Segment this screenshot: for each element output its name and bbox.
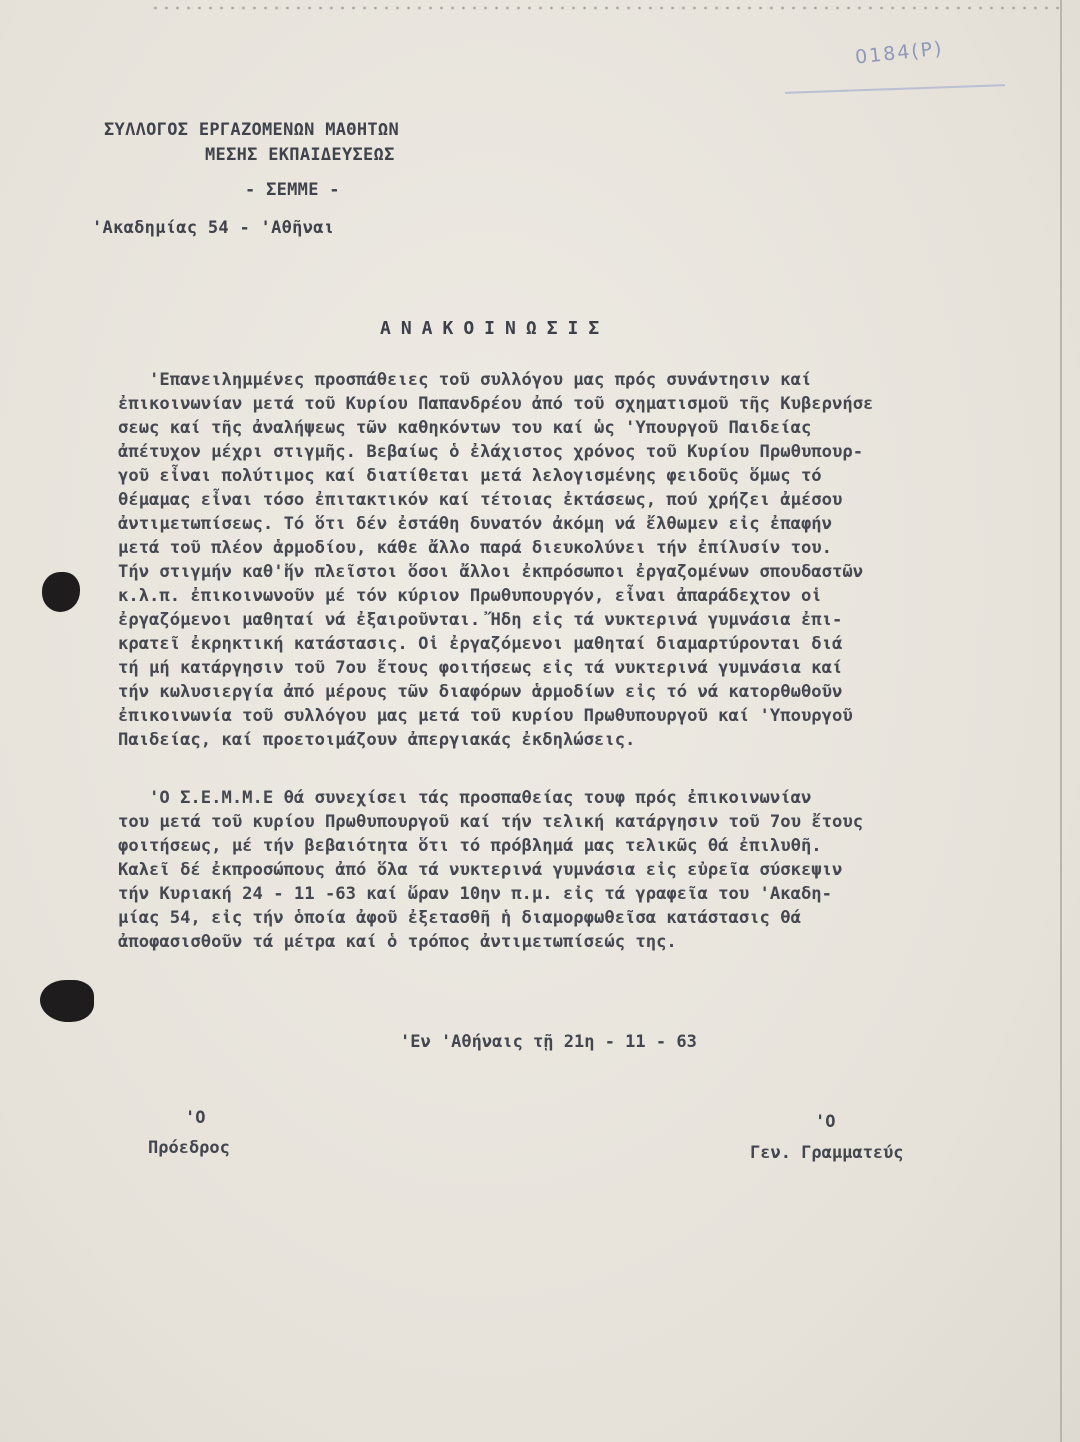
text-line: ἀπέτυχον μέχρι στιγμῆς. Βεβαίως ὁ ἐλάχιστος χρόνος τοῦ Κυρίου Πρωθυπουρ- xyxy=(118,442,864,462)
left-signature-title: Πρόεδρος xyxy=(148,1138,230,1158)
paragraph-2 xyxy=(118,786,1070,954)
org-name-line1: ΣΥΛΛΟΓΟΣ ΕΡΓΑΖΟΜΕΝΩΝ ΜΑΘΗΤΩΝ xyxy=(104,120,399,140)
text-line: σεως καί τῆς ἀναλήψεως τῶν καθηκόντων του καί ὡς 'Υπουργοῦ Παιδείας xyxy=(118,418,812,438)
text-line: του μετά τοῦ κυρίου Πρωθυπουργοῦ καί τήν τελική κατάργησιν τοῦ 7ου ἔτους xyxy=(118,812,864,832)
right-signature-title: Γεν. Γραμματεύς xyxy=(750,1143,904,1163)
text-line: γοῦ εἶναι πολύτιμος καί διατίθεται μετά λελογισμένης φειδοῦς ὅμως τό xyxy=(118,466,822,486)
text-line: Παιδείας, καί προετοιμάζουν ἀπεργιακάς ἐκδηλώσεις. xyxy=(118,730,636,750)
paragraph-1 xyxy=(118,368,1070,752)
text-line: θέμαμας εἶναι τόσο ἐπιτακτικόν καί τέτοιας ἐκτάσεως, πού χρήζει ἀμέσου xyxy=(118,490,843,510)
org-name-line2: ΜΕΣΗΣ ΕΚΠΑΙΔΕΥΣΕΩΣ xyxy=(205,145,395,165)
text-line: 'Ο Σ.Ε.Μ.Μ.Ε θά συνεχίσει τάς προσπαθείας τουφ πρός ἐπικοινωνίαν xyxy=(118,788,812,808)
pencil-archive-note: 0184(Ρ) xyxy=(854,37,945,69)
text-line: 'Επανειλημμένες προσπάθειες τοῦ συλλόγου μας πρός συνάντησιν καί xyxy=(118,370,812,390)
text-line: Τήν στιγμήν καθ'ἥν πλεῖστοι ὅσοι ἄλλοι ἐκπρόσωποι ἐργαζομένων σπουδαστῶν xyxy=(118,562,864,582)
punch-hole-bottom xyxy=(40,980,94,1022)
text-line: τήν κωλυσιεργία ἀπό μέρους τῶν διαφόρων ἁρμοδίων εἰς τό νά κατορθωθοῦν xyxy=(118,682,843,702)
text-line: τή μή κατάργησιν τοῦ 7ου ἔτους φοιτήσεως εἰς τά νυκτερινά γυμνάσια καί xyxy=(118,658,843,678)
date-line: 'Εν 'Αθήναις τῇ 21η - 11 - 63 xyxy=(400,1032,697,1052)
text-line: ἀποφασισθοῦν τά μέτρα καί ὁ τρόπος ἀντιμετωπίσεώς της. xyxy=(118,932,677,952)
perforation-dots xyxy=(150,4,1060,12)
text-line: ἐπικοινωνία τοῦ συλλόγου μας μετά τοῦ κυρίου Πρωθυπουργοῦ καί 'Υπουργοῦ xyxy=(118,706,853,726)
text-line: ἀντιμετωπίσεως. Τό ὅτι δέν ἐστάθη δυνατόν ἀκόμη νά ἔλθωμεν εἰς ἐπαφήν xyxy=(118,514,832,534)
text-line: ἐργαζόμενοι μαθηταί νά ἐξαιροῦνται. Ἤδη εἰς τά νυκτερινά γυμνάσια ἐπι- xyxy=(118,610,843,630)
text-line: φοιτήσεως, μέ τήν βεβαιότητα ὅτι τό πρόβλημά μας τελικῶς θά ἐπιλυθῆ. xyxy=(118,836,822,856)
text-line: τήν Κυριακή 24 - 11 -63 καί ὥραν 10ην π.μ. εἰς τά γραφεῖα του 'Ακαδη- xyxy=(118,884,832,904)
text-line: κ.λ.π. ἐπικοινωνοῦν μέ τόν κύριον Πρωθυπουργόν, εἶναι ἀπαράδεχτον οἱ xyxy=(118,586,822,606)
punch-hole-top xyxy=(42,572,80,612)
document-title: ΑΝΑΚΟΙΝΩΣΙΣ xyxy=(380,318,610,339)
left-signature-article: 'Ο xyxy=(185,1108,206,1128)
right-signature-article: 'Ο xyxy=(815,1112,836,1132)
pencil-underline xyxy=(785,84,1005,94)
text-line: μετά τοῦ πλέον ἁρμοδίου, κάθε ἄλλο παρά διευκολύνει τήν ἐπίλυσίν του. xyxy=(118,538,832,558)
text-line: μίας 54, εἰς τήν ὁποία ἀφοῦ ἐξετασθῆ ἡ διαμορφωθεῖσα κατάστασις θά xyxy=(118,908,801,928)
text-line: ἐπικοινωνίαν μετά τοῦ Κυρίου Παπανδρέου ἀπό τοῦ σχηματισμοῦ τῆς Κυβερνήσε xyxy=(118,394,874,414)
org-acronym: - ΣΕΜΜΕ - xyxy=(245,180,340,200)
text-line: κρατεῖ ἐκρηκτική κατάστασις. Οἱ ἐργαζόμενοι μαθηταί διαμαρτύρονται διά xyxy=(118,634,843,654)
org-address: 'Ακαδημίας 54 - 'Αθῆναι xyxy=(92,218,335,238)
text-line: Καλεῖ δέ ἐκπροσώπους ἀπό ὅλα τά νυκτερινά γυμνάσια εἰς εὐρεῖα σύσκεψιν xyxy=(118,860,843,880)
